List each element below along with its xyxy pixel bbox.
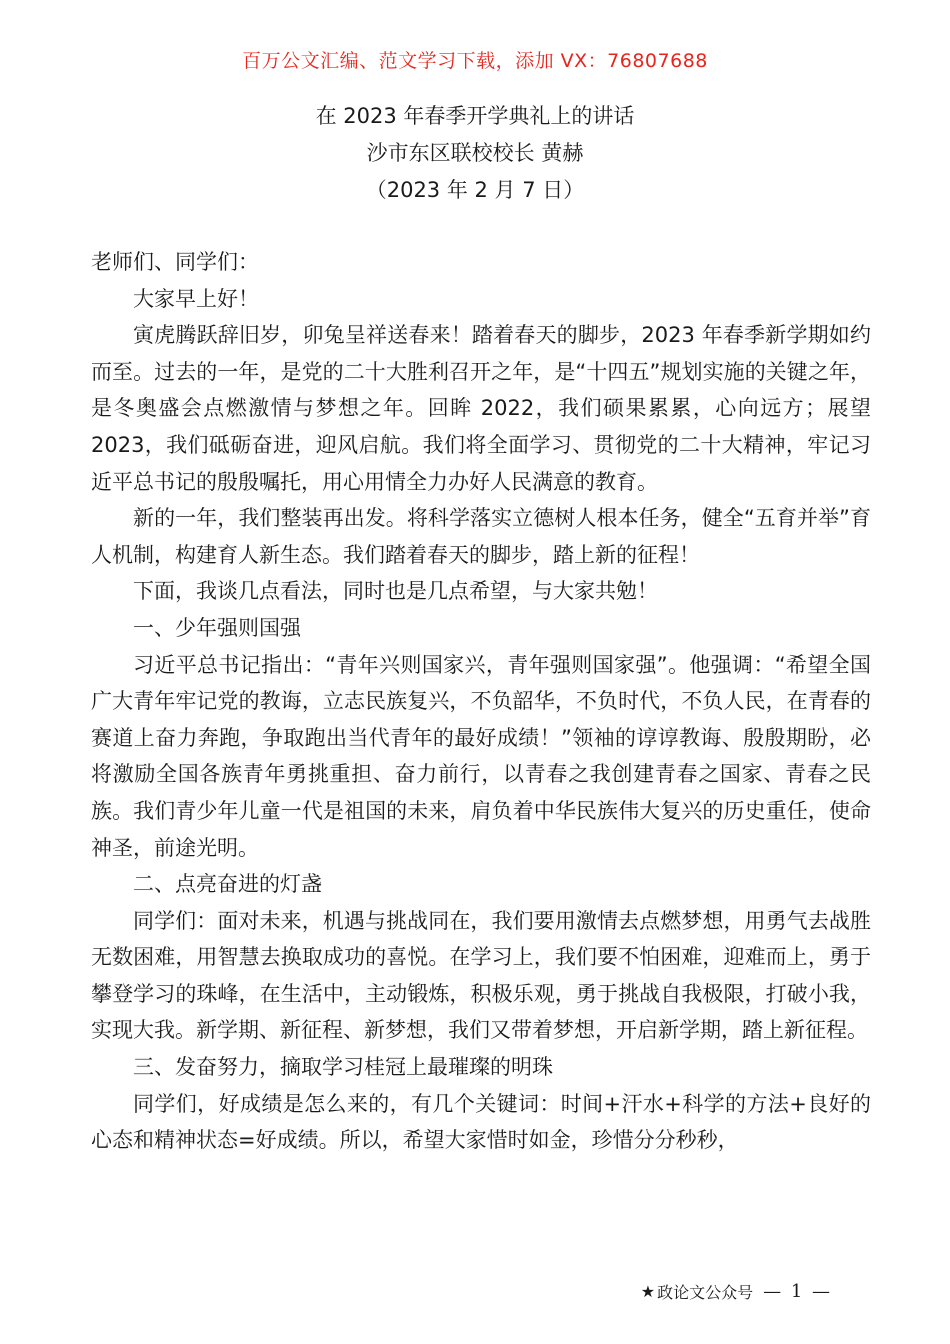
title-block: [0, 98, 950, 209]
paragraph: 大家早上好！: [133, 286, 259, 311]
paragraph: 寅虎腾跃辞旧岁，卯兔呈祥送春来！踏着春天的脚步，2023 年春季新学期如约而至。过去的一年，是党的二十大胜利召开之年，是“十四五”规划实施的关键之年，是冬奥盛会点燃激情与梦想之年。回眸 2022，我们硕果累累，心向远方；展望 2023，我们砥砺奋进，迎风启航。我们将全面学习、贯彻党的二十大精神，牢记习近平总书记的殷殷嘱托，用心用情全力办好人民满意的教育。: [91, 323, 871, 494]
section-heading: 一、少年强则国强: [133, 615, 301, 640]
watermark-banner: 百万公文汇编、范文学习下载，添加 VX：76807688: [242, 50, 708, 72]
paragraph: 同学们：面对未来，机遇与挑战同在，我们要用激情去点燃梦想，用勇气去战胜无数困难，用智慧去换取成功的喜悦。在学习上，我们要不怕困难，迎难而上，勇于攀登学习的珠峰，在生活中，主动锻炼，积极乐观，勇于挑战自我极限，打破小我，实现大我。新学期、新征程、新梦想，我们又带着梦想，开启新学期，踏上新征程。: [91, 908, 871, 1043]
paragraph: 习近平总书记指出：“青年兴则国家兴，青年强则国家强”。他强调：“希望全国广大青年牢记党的教诲，立志民族复兴，不负韶华，不负时代，不负人民，在青春的赛道上奋力奔跑，争取跑出当代青年的最好成绩！”领袖的谆谆教诲、殷殷期盼，必将激励全国各族青年勇挑重担、奋力前行，以青春之我创建青春之国家、青春之民族。我们青少年儿童一代是祖国的未来，肩负着中华民族伟大复兴的历史重任，使命神圣，前途光明。: [91, 652, 871, 860]
speech-date: （2023 年 2 月 7 日）: [365, 178, 585, 202]
speech-title: 在 2023 年春季开学典礼上的讲话: [315, 104, 635, 128]
page-footer: [641, 1280, 832, 1303]
section-heading: 二、点亮奋进的灯盏: [133, 872, 322, 897]
star-icon: ★: [640, 1282, 656, 1301]
paragraph: 新的一年，我们整装再出发。将科学落实立德树人根本任务，健全“五育并举”育人机制，构建育人新生态。我们踏着春天的脚步，踏上新的征程！: [91, 506, 871, 567]
section-heading: 三、发奋努力，摘取学习桂冠上最璀璨的明珠: [133, 1055, 553, 1080]
paragraph: 下面，我谈几点看法，同时也是几点希望，与大家共勉！: [133, 579, 658, 604]
salutation: 老师们、同学们：: [91, 250, 259, 274]
footer-source: 政论文公众号: [657, 1283, 754, 1302]
paragraph: 同学们，好成绩是怎么来的，有几个关键词：时间+汗水+科学的方法+良好的心态和精神状态=好成绩。所以，希望大家惜时如金，珍惜分分秒秒，: [91, 1091, 871, 1153]
speech-body: [91, 244, 871, 1159]
page-number: — 1 —: [763, 1281, 832, 1302]
speaker-line: 沙市东区联校校长 黄赫: [366, 141, 584, 165]
